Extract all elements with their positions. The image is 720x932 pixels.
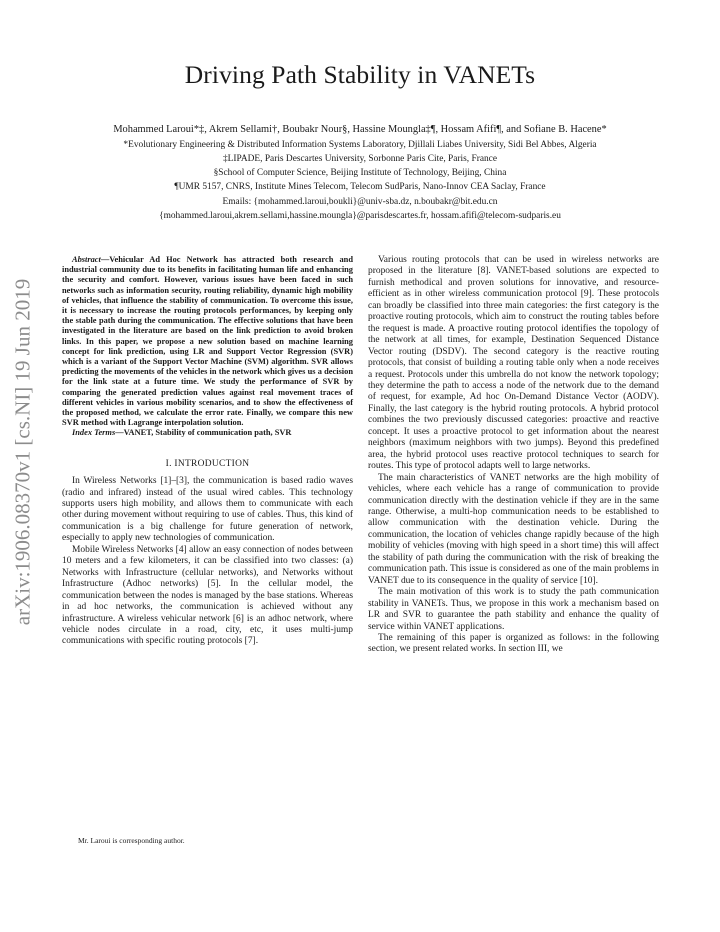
affiliation-2: ‡LIPADE, Paris Descartes University, Sorbonne Paris Cite, Paris, France [222,154,497,164]
body-paragraph-4: The remaining of this paper is organized as follows: in the following section, we present related works. In section III, we [368,632,659,655]
section-heading-introduction: I. INTRODUCTION [165,458,250,469]
affiliation-4: ¶UMR 5157, CNRS, Institute Mines Telecom, Telecom SudParis, Nano-Innov CEA Saclay, France [174,182,546,192]
body-paragraph-3: The main motivation of this work is to study the path communication stability in VANETs. Thus, we propose in this work a mechanism based on LR and SVR to guarantee the path stability and enhance the quality of service within VANET applications. [368,587,659,632]
author-list: Mohammed Laroui*‡, Akrem Sellami†, Boubakr Nour§, Hassine Moungla‡¶, Hossam Afifi¶, and Sofiane B. Hacene* [113,124,607,135]
intro-paragraph-1: In Wireless Networks [1]–[3], the communication is based radio waves (radio and infrared) instead of the usual wired cables. This technology supports users high mobility, and allows them to communicate with each other during movement without requiring to use of cables. Thus, this kind of communication is a big challenge for future generation of network, especially to apply new technologies of communication. [62,476,353,544]
left-column [62,255,353,648]
footnote: Mr. Laroui is corresponding author. [78,836,185,845]
arxiv-stamp: arXiv:1906.08370v1 [cs.NI] 19 Jun 2019 [10,278,35,626]
right-column [368,255,659,656]
index-terms [62,428,353,438]
emails-line-2: {mohammed.laroui,akrem.sellami,hassine.moungla}@parisdescartes.fr, hossam.afifi@telecom-sudparis.eu [159,211,561,221]
arxiv-sidebar [12,232,34,672]
emails-line-1: Emails: {mohammed.laroui,boukli}@univ-sba.dz, n.boubakr@bit.edu.cn [222,197,498,207]
abstract [62,255,353,428]
affiliation-1: *Evolutionary Engineering & Distributed Information Systems Laboratory, Djillali Liabes University, Sidi Bel Abbes, Algeria [123,140,597,150]
abstract-label: Abstract [72,255,101,264]
intro-paragraph-2: Mobile Wireless Networks [4] allow an easy connection of nodes between 10 meters and a few kilometers, it can be classified into two classes: (a) Networks with Infrastructure (cellular networks), and Networks without Infrastructure (Adhoc networks) [5]. In the cellular model, the communication between the nodes is managed by the base stations. Whereas in ad hoc networks, the communication is achieved without any infrastructure. A wireless vehicular network [6] is an adhoc network, where vehicle nodes circulate in a road, city, etc, it uses multi-jump communications with specific routing protocols [7]. [62,544,353,647]
index-terms-label: Index Terms [72,428,116,438]
abstract-text: —Vehicular Ad Hoc Network has attracted both research and industrial community due to its benefits in facilitating human life and enhancing the security and comfort. However, various issues have been faced in such networks such as information security, routing reliability, dynamic high mobility of vehicles, that influence the stability of communication. To overcome this issue, it is necessary to increase the routing protocols performances, by keeping only the stable path during the communication. The effective solutions that have been investigated in the literature are based on the link prediction to avoid broken links. In this paper, we propose a new solution based on machine learning concept for link prediction, using LR and Support Vector Regression (SVR) which is a variant of the Support Vector Machine (SVM) algorithm. SVR allows predicting the movements of the vehicles in the network which gives us a decision for the link state at a future time. We study the performance of SVR by comparing the generated prediction values against real movement traces of different vehicles in various mobility scenarios, and to show the effectiveness of the proposed method, we calculate the error rate. Finally, we compare this new SVR method with Lagrange interpolation solution. [62,255,353,428]
body-paragraph-2: The main characteristics of VANET networks are the high mobility of vehicles, where each vehicle has a range of communication to provide communication directly with the destination vehicle if they are in the same range. Otherwise, a multi-hop communication needs to be established to allow communication with the destination vehicle. During the communication, the location of vehicles change rapidly because of the high mobility of vehicles (moving with high speed in a short time) this will affect the stability of path during the communication with the risk of breaking the communication path. This issue is considered as one of the main problems in VANET due to its consequence in the quality of service [10]. [368,472,659,586]
body-paragraph-1: Various routing protocols that can be used in wireless networks are proposed in the literature [8]. VANET-based solutions are expected to furnish methodical and proven solutions for innovative, and resource-efficient as in other wireless communication protocol [9]. These protocols can broadly be classified into three main categories: the first category is the proactive routing protocols, which aim to construct the routing tables before the request is made. A proactive routing protocol identifies the topology of the network at all times, for example, Destination Sequenced Distance Vector routing (DSDV). The second category is the reactive routing protocols, that consist of building a routing table only when a node receives a request. Protocols under this umbrella do not know the network topology; they determine the path to access a node of the network due to the demand of request, for example, Ad hoc On-Demand Distance Vector (AODV). Finally, the last category is the hybrid routing protocols. A hybrid protocol combines the two previously discussed categories: proactive and reactive concept. It uses a proactive protocol to get information about the nearest neighbors (maximum neighbors with two jumps). Beyond this predefined area, the hybrid protocol uses reactive protocol techniques to search for routes. This type of protocol adapts well to large networks. [368,255,659,472]
index-terms-text: —VANET, Stability of communication path, SVR [115,428,292,438]
affiliation-3: §School of Computer Science, Beijing Institute of Technology, Beijing, China [213,168,507,178]
paper-title: Driving Path Stability in VANETs [184,60,536,89]
